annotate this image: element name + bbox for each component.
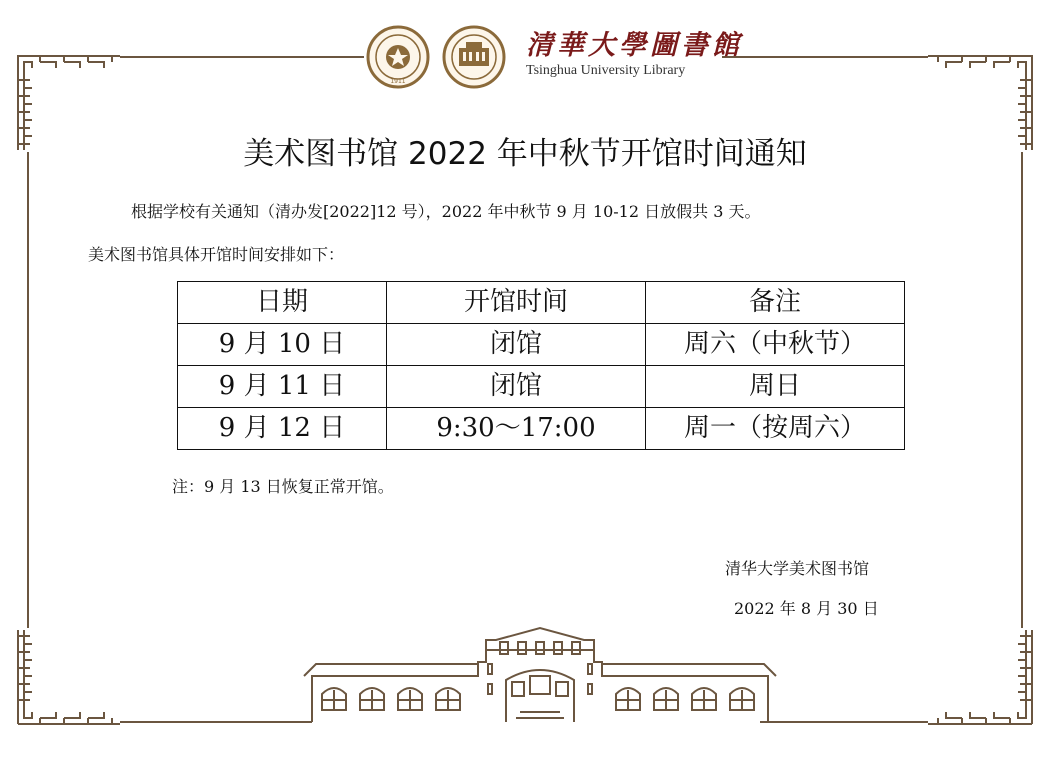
cell-remarks: 周一（按周六） — [646, 408, 905, 450]
schedule-table — [177, 281, 905, 450]
cell-hours: 闭馆 — [387, 366, 646, 408]
table-header-row — [178, 282, 905, 324]
library-logo-text — [526, 30, 743, 79]
header-hours: 开馆时间 — [387, 282, 646, 324]
library-name-cn: 清華大學圖書館 — [526, 30, 743, 61]
cell-date: 9 月 11 日 — [178, 366, 387, 408]
table-row — [178, 408, 905, 450]
cell-remarks: 周六（中秋节） — [646, 324, 905, 366]
library-seal-logo — [444, 27, 504, 87]
reopening-note: 注：9 月 13 日恢复正常开馆。 — [172, 477, 394, 496]
cell-date: 9 月 10 日 — [178, 324, 387, 366]
library-name-en: Tsinghua University Library — [526, 63, 686, 78]
arched-windows — [322, 688, 754, 710]
cell-date: 9 月 12 日 — [178, 408, 387, 450]
notice-paragraph-1: 根据学校有关通知（清办发[2022]12 号），2022 年中秋节 9 月 10-12 日放假共 3 天。 — [131, 202, 761, 221]
signature: 清华大学美术图书馆 — [725, 559, 870, 578]
cell-hours: 闭馆 — [387, 324, 646, 366]
cell-remarks: 周日 — [646, 366, 905, 408]
university-seal-logo — [368, 27, 428, 87]
notice-date: 2022 年 8 月 30 日 — [734, 599, 879, 618]
notice-title: 美术图书馆 2022 年中秋节开馆时间通知 — [243, 136, 807, 172]
table-row — [178, 366, 905, 408]
header-date: 日期 — [178, 282, 387, 324]
header-remarks: 备注 — [646, 282, 905, 324]
cell-hours: 9:30～17:00 — [387, 408, 646, 450]
library-building-illustration — [304, 628, 776, 722]
notice-paragraph-2: 美术图书馆具体开馆时间安排如下： — [88, 245, 345, 264]
table-row — [178, 324, 905, 366]
svg-text:1911: 1911 — [390, 78, 406, 85]
